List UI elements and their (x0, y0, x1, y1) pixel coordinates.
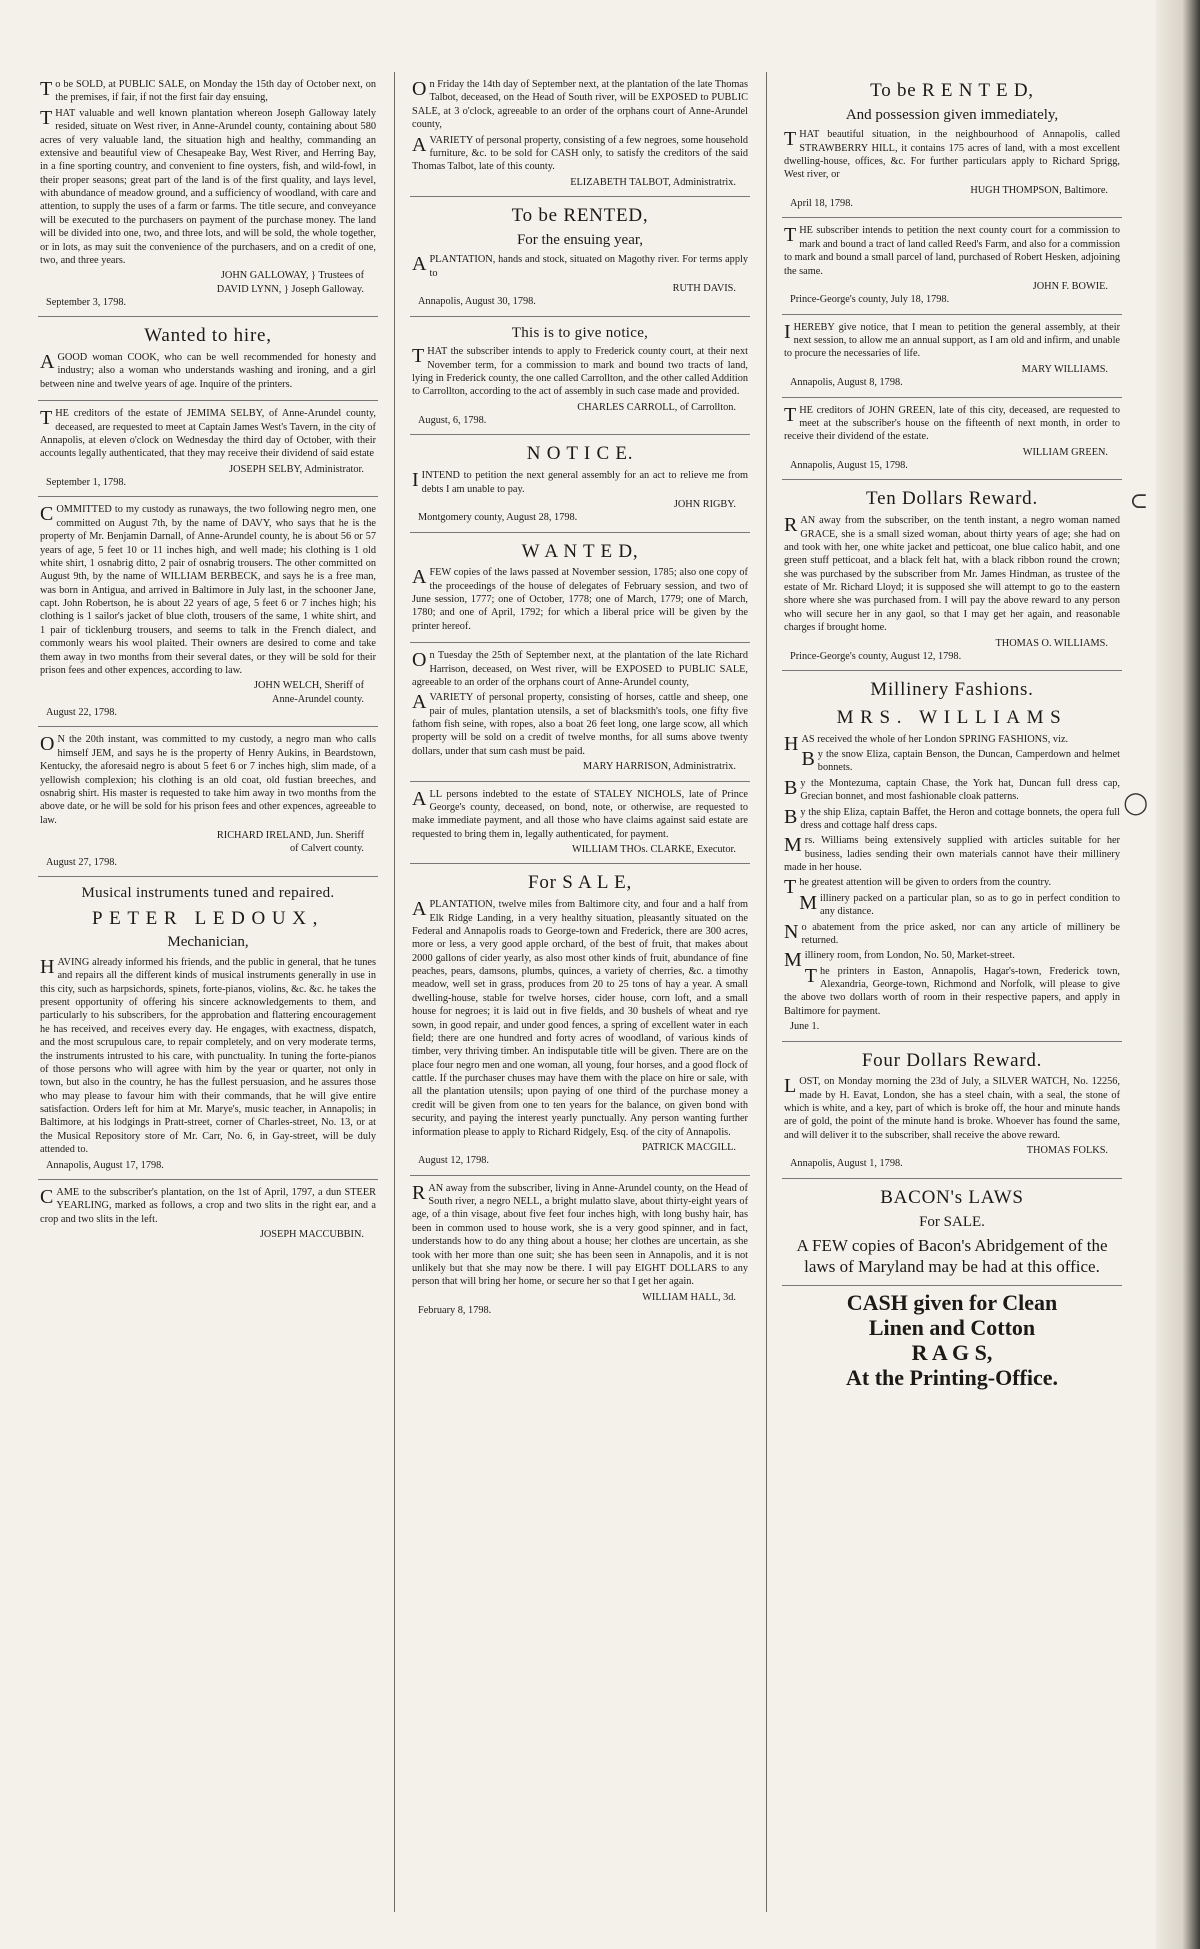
ad-body-paragraph: The printers in Easton, Annapolis, Hagar's-town, Frederick town, Alexandria, George-town, Richmond and Norfolk, will please to give the above two dollars worth of room in their respective papers, and apply in Baltimore for payment. (784, 964, 1120, 1017)
ad-signature: HUGH THOMPSON, Baltimore. (970, 184, 1108, 196)
advertisement (410, 72, 750, 197)
ad-body-paragraph: THAT the subscriber intends to apply to Frederick county court, at their next November term, for a commission to mark and bound two tracts of land, lying in Frederick county, the one called Carrollton, and the other called Addition to Carrollton, according to the act of assembly in such case made and provided. (412, 345, 748, 398)
ad-signature: THOMAS O. WILLIAMS. (995, 637, 1108, 649)
ad-signature: THOMAS FOLKS. (1026, 1145, 1108, 1157)
ad-signature: JOSEPH MACCUBBIN. (259, 1229, 364, 1240)
ad-body-paragraph: Millinery room, from London, No. 50, Market-street. (784, 949, 1015, 972)
advertisement (38, 877, 378, 1180)
ad-body-paragraph: HAVING already informed his friends, and the public in general, that he tunes and repairs all the different kinds of musical instruments generally in use in this city, such as harpsichords, spinets, forte-pianos, violins, &c. &c. he takes the present opportunity of offering his sincere acknowledgements to them, and particularly to his subscribers, for the approbation and flattering encouragement he has received, and receives every day. He engages, with exactness, dispatch, and the most scrupulous care, to repair completely, and on very moderate terms, the instruments intrusted to his care, with punctuality. In tuning the forte-pianos of those persons who will agree with him by the year or quarter, not only in town, but also in the country, he has the fullest persuasion, and he assures those who may please to favour him with their commands, that he will give entire satisfaction. Orders left for him at Mr. Marye's, music teacher, in Annapolis; in Baltimore, at his lodgings in Pratt-street, corner of Charles-street, No. 13, or at the Musical Repository store of Mr. Carr, No. 6, in Gay-street, will be duly attended to. (40, 955, 376, 1156)
advertisement (38, 1180, 378, 1249)
advertisement (410, 643, 750, 781)
ad-display-text: A FEW copies of Bacon's Abridgement of the laws of Maryland may be had at this office. (796, 1236, 1108, 1277)
margin-mark: ◯ (1123, 790, 1148, 815)
ad-dateline: Prince-George's county, August 12, 1798. (790, 650, 962, 662)
ad-dateline: August 12, 1798. (418, 1155, 489, 1167)
ad-heading-secondary: MRS. WILLIAMS (836, 706, 1068, 728)
ad-heading: For S A L E, (528, 872, 632, 894)
advertisement (782, 1179, 1122, 1286)
advertisement (410, 317, 750, 436)
ad-body-paragraph: THE creditors of the estate of JEMIMA SELBY, of Anne-Arundel county, deceased, are requested to meet at Captain James West's Tavern, in the city of Annapolis, at eleven o'clock on Wednesday the third day of October, with their accounts legally authenticated, that they may receive their dividend of said estate (40, 407, 376, 460)
ad-signature: JOHN WELCH, Sheriff of (253, 680, 364, 692)
ad-display-line: At the Printing-Office. (846, 1365, 1058, 1391)
ad-body-paragraph: IINTEND to petition the next general assembly for an act to relieve me from debts I am unable to pay. (412, 469, 748, 495)
ad-heading: Wanted to hire, (144, 325, 272, 347)
advertisement (782, 1042, 1122, 1179)
ad-dateline: Annapolis, August 8, 1798. (790, 377, 903, 389)
ad-body-paragraph: No abatement from the price asked, nor can any article of millinery be returned. (784, 920, 1120, 946)
ad-signature: ELIZABETH TALBOT, Administratrix. (570, 176, 736, 188)
advertisement (38, 401, 378, 497)
ad-subheading: For the ensuing year, (516, 231, 644, 248)
ad-body-paragraph: THAT valuable and well known plantation whereon Joseph Galloway lately resided, situate on West river, in Anne-Arundel county, containing about 580 acres of very valuable land, the situation high and healthy, commanding an extensive and beautiful view of Chesapeake Bay, West River, and Herring Bay, in a fine sporting country, and convenient to fine oysters, fish, and wild-fowl, in their proper seasons; great part of the land is of the first quality, and lays level, with abundance of meadow ground, and a sufficiency of woodland, with care and attention, to supply the uses of a farm or farms. The title secure, and conveyance will be executed to the purchasers on payment of the purchase money. The land will be divided into one, two, and three lots, and will be sold, the whole together, or in lots, as may suit the convenience of the purchasers, and on a credit of one, two, and three years. (40, 106, 376, 266)
ad-body-paragraph: On Tuesday the 25th of September next, at the plantation of the late Richard Harrison, deceased, on West river, will be EXPOSED to PUBLIC SALE, agreeable to an order of the orphans court of Anne-Arundel county, (412, 649, 748, 688)
ad-heading: To be R E N T E D, (870, 80, 1034, 101)
ad-heading: To be RENTED, (511, 205, 649, 226)
ad-display-line: Linen and Cotton (868, 1314, 1036, 1340)
ad-heading: This is to give notice, (511, 324, 649, 341)
column-3 (782, 72, 1122, 1912)
advertisement (38, 72, 378, 317)
ad-signature: WILLIAM HALL, 3d. (642, 1291, 736, 1303)
ad-dateline: August, 6, 1798. (418, 415, 487, 427)
advertisement (782, 72, 1122, 218)
ad-signature: JOSEPH SELBY, Administrator. (229, 463, 364, 475)
ad-body-paragraph: By the ship Eliza, captain Baffet, the Heron and cottage bonnets, the opera full dress and cottage half dress caps. (784, 805, 1120, 831)
ad-dateline: August 22, 1798. (46, 707, 117, 719)
ad-body-paragraph: HAS received the whole of her London SPRING FASHIONS, viz. (784, 732, 1069, 755)
ad-dateline: August 27, 1798. (46, 856, 117, 868)
ad-body-paragraph: ALL persons indebted to the estate of STALEY NICHOLS, late of Prince George's county, deceased, on bond, note, or otherwise, are requested to make immediate payment, and all those who have claims against said estate are requested to bring them in, legally authenticated, for payment. (412, 787, 748, 840)
ad-dateline: June 1. (790, 1021, 820, 1033)
ad-subheading: For SALE. (919, 1213, 985, 1230)
ad-heading-secondary: PETER LEDOUX, (91, 907, 325, 929)
ad-signature: JOHN GALLOWAY, } Trustees of (220, 270, 364, 282)
ad-heading: BACON's LAWS (880, 1186, 1024, 1208)
ad-body-paragraph: APLANTATION, twelve miles from Baltimore city, and four and a half from Elk Ridge Landing, in a very healthy situation, pleasantly situated on the Federal and Annapolis roads to George-town and Frederick, there are 300 acres, more or less, a very good apple orchard, of the best of fruit, that makes about 2000 gallons of cider yearly, as also most other kinds of fruit, abundance of fine peaches, pears, damsons, plumbs, quinces, a variety of cherries, &c. a timothy meadow, well set in grass, produces from 20 to 25 tons of hay a year. A small dwelling-house, stable for twelve horses, cider house, corn loft, and a small house for negroes; it is laid out in five fields, and 30 bushels of wheat and rye sown, in good repair, and under good fences, a spring of excellent water in each field; there are one hundred and forty acres of woodland, of various kinds of timber, very thriving timber. An indisputable title will be given. There are on the place four negro men and one woman, all young, four horses, and a good flock of cattle. If the purchaser chuses may have them with the place on hire or sale, with all the plantation utensils; upon paying of one third of the purchase money a credit will be given from one to ten years for the balance, on given bond with security, and paying the interest yearly punctually. Any person wanting further information please to apply to Richard Ridgely, Esq. of the city of Annapolis. (412, 898, 748, 1138)
advertisement (782, 315, 1122, 398)
ad-dateline: September 3, 1798. (46, 297, 127, 308)
ad-subheading: And possession given immediately, (845, 106, 1059, 123)
ad-body-paragraph: ON the 20th instant, was committed to my custody, a negro man who calls himself JEM, and says he is the property of Henry Aukins, in Beardstown, Kentucky, the aforesaid negro is about 5 feet 6 or 7 inches high, slim made, of a yellowish complexion; his clothing is an old coat, old fustian breeches, and osnabrig shirt. His master is requested to take him away in two months from the above date, or he will be sold for his prison fees and other expences, agreeable to law. (40, 733, 376, 826)
advertisement (410, 782, 750, 865)
advertisement (782, 480, 1122, 671)
ad-signature: WILLIAM THOs. CLARKE, Executor. (572, 844, 736, 856)
ad-heading: Four Dollars Reward. (861, 1049, 1043, 1071)
page-edge-shadow (1156, 0, 1200, 1949)
ad-body-paragraph: AVARIETY of personal property, consisting of horses, cattle and sheep, one pair of mules, plantation utensils, a set of blacksmith's tools, one fifty five fathom fish seine, with ropes, also a boat 26 feet long, one large scow, all which property will be sold on a credit of twelve months, for all sums above twenty dollars, under that sum cash must be paid. (412, 691, 748, 757)
ad-body-paragraph: AGOOD woman COOK, who can be well recommended for honesty and industry; also a woman who understands washing and ironing, and a girl between nine and twelve years of age. Inquire of the printers. (40, 351, 376, 390)
advertisement (782, 398, 1122, 481)
ad-dateline: Annapolis, August 30, 1798. (418, 296, 536, 308)
ad-dateline: February 8, 1798. (418, 1305, 492, 1316)
ad-signature: MARY HARRISON, Administratrix. (583, 761, 736, 773)
ad-body-paragraph: By the snow Eliza, captain Benson, the Duncan, Camperdown and helmet bonnets. (801, 748, 1120, 774)
advertisement (782, 218, 1122, 314)
ad-signature: RICHARD IRELAND, Jun. Sheriff (216, 830, 364, 842)
ad-dateline: September 1, 1798. (46, 477, 127, 489)
ad-dateline: Annapolis, August 1, 1798. (790, 1158, 903, 1170)
ad-display-line: CASH given for Clean (846, 1289, 1058, 1315)
advertisement (410, 533, 750, 644)
ad-body-paragraph: RAN away from the subscriber, on the tenth instant, a negro woman named GRACE, she is a small sized woman, about thirty years of age; she had on and took with her, one white jacket and petticoat, one blue calico habit, and one green stuff petticoat, and a black felt hat, with a black ribbon round the crown; she was purchased by the subscriber from Mr. James Hindman, as trustee of the estate of Mr. Richard Lloyd; it is supposed she will attempt to go to the eastern shore where she was purchased from. I will pay the above reward to any person who will secure her in any gaol, so that I may get her again, and reasonable charges if brought home. (784, 514, 1120, 634)
ad-heading: Ten Dollars Reward. (866, 488, 1038, 510)
ad-signature: JOHN RIGBY. (673, 498, 736, 510)
ad-heading-tertiary: Mechanician, (167, 934, 249, 951)
advertisement (410, 435, 750, 532)
ad-heading: Musical instruments tuned and repaired. (81, 885, 335, 902)
ad-body-paragraph: AVARIETY of personal property, consisting of a few negroes, some household furniture, &c. to be sold for CASH only, to satisfy the creditors of the said Thomas Talbot, late of this county. (412, 133, 748, 173)
ad-signature: WILLIAM GREEN. (1022, 446, 1108, 458)
advertisement (38, 317, 378, 401)
advertisement (782, 1286, 1122, 1398)
ad-body-paragraph: LOST, on Monday morning the 23d of July, a SILVER WATCH, No. 12256, made by H. Eavat, London, she has a steel chain, with a seal, the stone of which is white, and a key, part of which is broke off, the hour and minute hands are of gold, the point of the minute hand is broke. Whoever has found the same, and will deliver it to the subscriber, shall receive the above reward. (784, 1075, 1120, 1141)
ad-body-paragraph: By the Montezuma, captain Chase, the York hat, Duncan full dress cap, Grecian bonnet, and most fashionable cloak patterns. (784, 776, 1120, 803)
ad-dateline: Annapolis, August 17, 1798. (46, 1159, 164, 1171)
ad-heading: Millinery Fashions. (870, 679, 1034, 701)
column-2 (410, 72, 750, 1912)
ad-signature: of Calvert county. (290, 843, 364, 855)
ad-display-line: R A G S, (911, 1340, 993, 1366)
ad-signature: RUTH DAVIS. (672, 282, 736, 294)
ad-heading: W A N T E D, (521, 540, 639, 562)
column-rule (766, 72, 767, 1912)
advertisement (38, 727, 378, 877)
advertisement (38, 497, 378, 727)
ad-body-paragraph: CAME to the subscriber's plantation, on the 1st of April, 1797, a dun STEER YEARLING, marked as follows, a crop and two slits in the right ear, and a crop and two slits in the left. (40, 1185, 376, 1225)
ad-signature: DAVID LYNN, } Joseph Galloway. (216, 283, 364, 295)
ad-dateline: Montgomery county, August 28, 1798. (418, 512, 578, 524)
ad-body-paragraph: IHEREBY give notice, that I mean to petition the general assembly, at their next session, to allow me an annual support, as I am old and infirm, and unable to procure the necessaries of life. (784, 320, 1120, 360)
ad-signature: JOHN F. BOWIE. (1032, 280, 1108, 292)
column-1 (38, 72, 378, 1912)
ad-signature: CHARLES CARROLL, of Carrollton. (577, 401, 736, 413)
ad-body-paragraph: Mrs. Williams being extensively supplied with articles suitable for her business, ladies sending their own materials cannot have their millinery made in her house. (784, 834, 1120, 873)
ad-dateline: Annapolis, August 15, 1798. (790, 460, 908, 472)
margin-mark: ⊂ (1129, 488, 1148, 513)
advertisement (410, 864, 750, 1175)
ad-signature: MARY WILLIAMS. (1021, 363, 1108, 375)
column-rule (394, 72, 395, 1912)
ad-body-paragraph: THE subscriber intends to petition the next county court for a commission to mark and bound a tract of land called Reed's Farm, and also for a commission to mark and bound a small parcel of land, purchased of Robert Hesken, adjoining the same. (784, 224, 1120, 277)
ad-body-paragraph: THAT beautiful situation, in the neighbourhood of Annapolis, called STRAWBERRY HILL, it contains 175 acres of land, with a most excellent dwelling-house, offices, &c. For further particulars apply to Richard Sprigg, West river, or (784, 128, 1120, 181)
ad-body-paragraph: AFEW copies of the laws passed at November session, 1785; also one copy of the proceedings of the house of delegates of February session, and two of June session, 1777; one of October, 1778; one of March, 1779; one of March, 1780; and one of April, 1792; for which a liberal price will be given by the printer hereof. (412, 566, 748, 632)
ad-dateline: Prince-George's county, July 18, 1798. (790, 294, 950, 306)
ad-signature: PATRICK MACGILL. (641, 1141, 736, 1153)
ad-body-paragraph: COMMITTED to my custody as runaways, the two following negro men, one committed on August 7th, by the name of DAVY, who says that he is the property of Mr. Benjamin Darnall, of Anne-Arundel county, he is about 56 or 57 years of age, 5 feet 10 or 11 inches high, and well made; his clothing is 1 old white shirt, 1 osnabrig ditto, 2 pair of osnabrig trousers. The other committed on August 9th, by the name of WILLIAM BERBECK, and says he is a free man, was born in Antigua, and arrived in Baltimore in July last, in the schooner Jane, capt. John Robertson, he is about 22 years of age, 5 feet 6 or 7 inches high; his clothing is 1 sailor's jacket of blue cloth, trousers of the same, 1 white shirt, and 1 pair of ticklenburg trousers, and seems to talk in the French dialect, and commonly wears his wool plaited. Their owners are desired to come and take them away in two months from their several dates, or they will be sold for their prison fees and other expences, according to law. (40, 503, 376, 676)
advertisement (782, 671, 1122, 1041)
ad-dateline: April 18, 1798. (790, 198, 853, 210)
ad-body-paragraph: The greatest attention will be given to orders from the country. (784, 876, 1052, 899)
ad-body-paragraph: To be SOLD, at PUBLIC SALE, on Monday the 15th day of October next, on the premises, if fair, if not the first fair day ensuing, (40, 78, 376, 104)
ad-body-paragraph: RAN away from the subscriber, living in Anne-Arundel county, on the Head of South river, a negro NELL, a bright mulatto slave, about thirty-eight years of age, of a thin visage, about five feet four inches high, with long bushy hair, has been in common used to house work, she is a very good spinner, and in fact, understands how to do any thing about a house; her clothes are uncertain, as she took with her more than one suit; she has been seen in Annapolis, and it is not unlikely but that she may now be there. I will pay EIGHT DOLLARS to any person that will bring her home, or secure her so that I get her again. (412, 1181, 748, 1288)
newspaper-page (38, 72, 1138, 1912)
ad-heading: N O T I C E. (526, 443, 634, 465)
ad-body-paragraph: APLANTATION, hands and stock, situated on Magothy river. For terms apply to (412, 253, 748, 279)
ad-body-paragraph: On Friday the 14th day of September next, at the plantation of the late Thomas Talbot, deceased, on the Head of South river, will be EXPOSED to PUBLIC SALE, at 3 o'clock, agreeable to an order of the orphans court of Anne-Arundel county, (412, 78, 748, 131)
ad-body-paragraph: Millinery packed on a particular plan, so as to go in perfect condition to any distance. (799, 891, 1120, 918)
ad-body-paragraph: THE creditors of JOHN GREEN, late of this city, deceased, are requested to meet at the subscriber's house on the fifteenth of next month, in order to receive their dividend of the estate. (784, 403, 1120, 443)
advertisement (410, 197, 750, 317)
ad-signature: Anne-Arundel county. (272, 693, 364, 705)
advertisement (410, 1176, 750, 1325)
